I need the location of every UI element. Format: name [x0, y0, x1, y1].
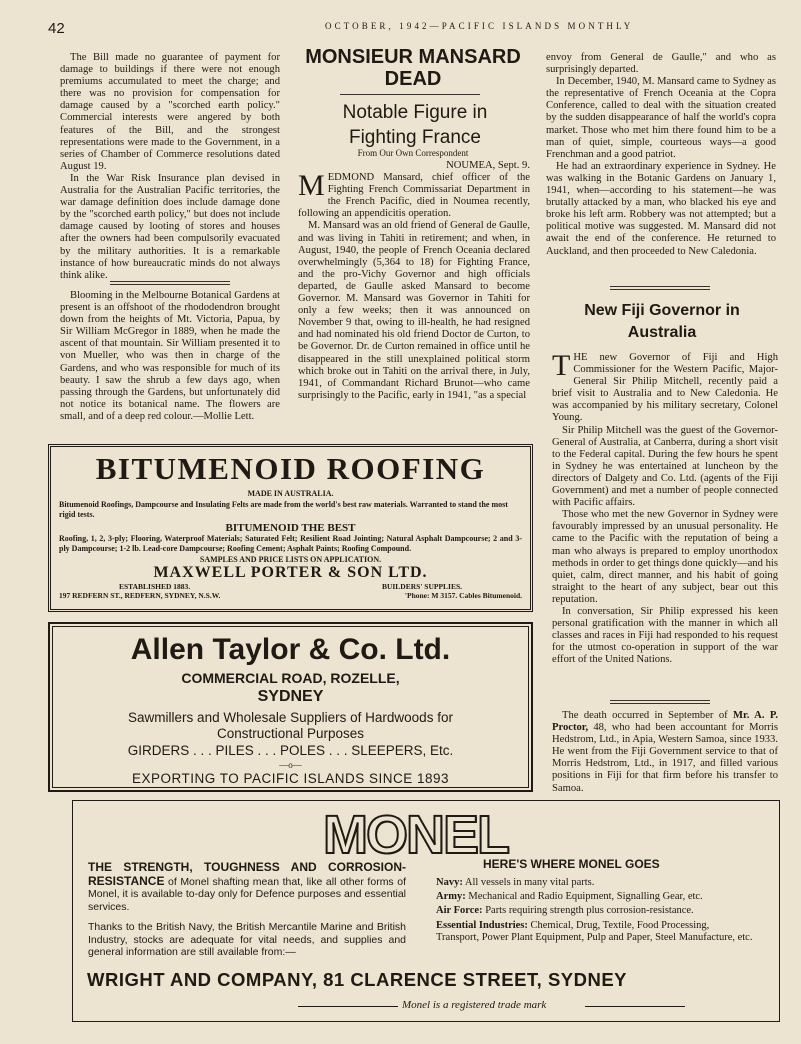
bitumenoid-products: Roofing, 1, 2, 3-ply; Flooring, Waterproof Materials; Saturated Felt; Resilient Road Jointing; Natural Asphalt Dampcourse; 2 and 3-ply Dampcourse; 1-2 lb. Lead-core Dampcourse; Roofing Cement; Asphalt Paints; Roofing Compound.	[59, 534, 522, 553]
proctor-text-before: The death occurred in September of	[562, 710, 734, 721]
allen-products: GIRDERS . . . PILES . . . POLES . . . SLEEPERS, Etc.	[127, 743, 454, 758]
bitumenoid-company: MAXWELL PORTER & SON LTD.	[153, 564, 428, 581]
monel-use-navy-text: All vessels in many vital parts.	[464, 877, 595, 888]
allen-line-2: Constructional Purposes	[216, 726, 365, 741]
page-number: 42	[48, 20, 65, 37]
monel-use-air-force-text: Parts requiring strength plus corrosion-resistance.	[485, 905, 694, 917]
bitumenoid-samples: SAMPLES AND PRICE LISTS ON APPLICATION.	[199, 555, 382, 564]
allen-divider: —o—	[279, 760, 302, 770]
bitumenoid-ad	[48, 444, 533, 612]
monel-logo: MONEL	[323, 805, 508, 865]
bitumenoid-subtitle: BITUMENOID THE BEST	[225, 522, 356, 534]
monel-use-air-force-label: Air Force:	[436, 905, 483, 917]
col3-para-3: He had an extraordinary experience in Sydney. He was walking in the Botanic Gardens on January 1, 1941, when—according to his statement—he was brutally attacked by a man, who blacked his eye and broke his left arm. Robbery was not attempted; but a political motive was suggested. M. Mansard did not await the end of the conference. He returned to Auckland, and then proceeded to New Caledonia.	[546, 160, 776, 257]
mansard-article	[298, 160, 530, 402]
monel-uses	[436, 877, 754, 944]
drop-cap-m: M	[298, 169, 325, 203]
monel-use-navy-label: Navy:	[436, 877, 463, 888]
bitumenoid-established: ESTABLISHED 1883.	[119, 582, 191, 591]
monel-trademark-rule-right	[585, 1006, 685, 1007]
monel-company: WRIGHT AND COMPANY, 81 CLARENCE STREET, SYDNEY	[87, 969, 628, 990]
monel-use-navy	[436, 877, 754, 889]
monel-trademark: Monel is a registered trade mark	[402, 999, 547, 1011]
monel-strength-bold: THE STRENGTH, TOUGHNESS AND CORROSION-RESISTANCE	[88, 860, 406, 888]
column-1-divider	[110, 281, 230, 285]
fiji-para-1: HE new Governor of Fiji and High Commissioner for the Western Pacific, Major-General Sir Philip Mitchell, recently paid a brief visit to Australia and to New Caledonia. He was accompanied by his military secretary, Colonel Young.	[552, 352, 778, 424]
bitumenoid-address: 197 REDFERN ST., REDFERN, SYDNEY, N.S.W.	[59, 591, 221, 600]
bitumenoid-made-in: MADE IN AUSTRALIA.	[247, 489, 334, 498]
allen-ad-inner	[52, 626, 529, 788]
allen-title: Allen Taylor & Co. Ltd.	[130, 633, 451, 666]
byline: From Our Own Correspondent	[357, 148, 469, 158]
fiji-article	[552, 349, 778, 666]
allen-road: COMMERCIAL ROAD, ROZELLE,	[181, 670, 400, 686]
drop-cap-t: T	[552, 349, 571, 382]
bitumenoid-phone: 'Phone: M 3157. Cables Bitumenoid.	[404, 591, 522, 600]
proctor-article	[552, 710, 778, 795]
fiji-para-3: Those who met the new Governor in Sydney were favourably impressed by an unusual personality. He came to the Pacific with the reputation of being a man who always is prepared to employ unorthodox methods in order to get things done quickly—and his quiet, calm, direct manner, and his habit of going straight to the heart of any subject, bear out this reputation.	[552, 509, 778, 605]
monel-left	[88, 861, 406, 959]
bitumenoid-row-1	[59, 582, 522, 591]
mansard-headline: MONSIEUR MANSARD DEAD	[305, 46, 521, 90]
monel-use-army-text: Mechanical and Radio Equipment, Signalling Gear, etc.	[468, 891, 703, 903]
allen-export: EXPORTING TO PACIFIC ISLANDS SINCE 1893	[131, 771, 450, 786]
column-3-divider-1	[610, 286, 710, 290]
monel-use-industries-label: Essential Industries:	[436, 919, 528, 931]
bill-paragraph-2: In the War Risk Insurance plan devised in Australia for the Australian Pacific territories, the war damage definition does include damage done by the "scorched earth policy," but does not include damage caused by looting of stores and houses after the owners had been compulsorily evacuated by the military authorities. It is a remarkable instance of how bureaucratic minds do not always think alike.	[60, 172, 280, 281]
monel-thanks: Thanks to the British Navy, the British Mercantile Marine and British Industry, stocks are adequate for vital needs, and supplies and general information are still available from:—	[88, 921, 406, 958]
running-head: OCTOBER, 1942—PACIFIC ISLANDS MONTHLY	[325, 21, 634, 31]
monel-use-industries-text: Chemical, Drug, Textile, Food Processing, Transport, Power Plant Equipment, Pulp and Paper, Steel Manufacture, etc.	[436, 919, 753, 943]
fiji-para-4: In conversation, Sir Philip expressed his keen personal gratification with the manner in which all classes and races in Fiji had responded to his request for the utmost co-operation in support of the war effort of the United Nations.	[552, 605, 778, 666]
column-1-top	[60, 52, 280, 282]
allen-line-1: Sawmillers and Wholesale Suppliers of Hardwoods for	[128, 710, 453, 725]
mansard-para-2: M. Mansard was an old friend of General de Gaulle, and was living in Tahiti in retirement; and when, in August, 1940, the people of French Oceania declared overwhelmingly (5,364 to 18) for Fighting France, and the pro-Vichy Governor and high officials departed, de Gaulle asked Mansard to become Governor. M. Mansard was Governor in Tahiti for only a few weeks; then it was announced on November 9 that, owing to ill-health, he had resigned and had nominated his old friend Doctor de Curton, to be Governor. Dr. de Curton remained in office until he disappeared in the still unexplained political storm which broke out in Tahiti on the arrival there, in July, 1941, of Commandant Richard Brunot—who came surprisingly to the Pacific, early in 1941, "as a special	[298, 220, 530, 401]
monel-use-air-force	[436, 905, 754, 917]
col3-para-2: In December, 1940, M. Mansard came to Sydney as the representative of French Oceania at the Copra Conference, called to deal with the situation created by the sudden disappearance of half the world's copra market. Those who met him there found him to be a man of quiet, simple, courteous ways—a good Frenchman and a good patriot.	[546, 76, 776, 160]
bitumenoid-title: BITUMENOID ROOFING	[95, 451, 486, 486]
monel-use-army	[436, 891, 754, 903]
column-3-top	[546, 52, 776, 258]
headline-rule	[340, 94, 480, 95]
fiji-para-2: Sir Philip Mitchell was the guest of the Governor-General of Australia, at Canberra, during a short visit to the Federal capital. During the few hours he spent in Sydney he was entertained at luncheon by the directors of Dalgety and Co. Ltd. (agents of the Fiji Government) and met a number of people connected with Pacific affairs.	[552, 424, 778, 509]
blooming-paragraph: Blooming in the Melbourne Botanical Gardens at present is an offshoot of the rhododendron brought down from the heights of Mt. Victoria, Papua, by Sir William McGregor in 1889, when he made the ascent of that mountain. Sir William presented it to von Mueller, who was then in charge of the Gardens, and who was responsible for much of its beauty. I saw the shrub a few days ago, when passing through the Gardens, but unfortunately did not notice its botanical name. The flowers are small, and of a deep red colour.—Mollie Lett.	[60, 290, 280, 422]
bitumenoid-builders: BUILDERS' SUPPLIES.	[381, 582, 462, 591]
proctor-text-after: 48, who had been accountant for Morris Hedstrom, Ltd., in Apia, Western Samoa, since 1933. He went from the Fiji Government service to that of Morris Hedstrom, Ltd., in 1917, and filled various positions in Fiji for that firm before his transfer to Samoa.	[552, 722, 778, 794]
monel-strength-text: of Monel shafting mean that, like all other forms of Monel, it is available to-day only for Defence purposes and essential services.	[88, 875, 406, 913]
bitumenoid-row-2	[59, 591, 522, 600]
monel-use-industries	[436, 920, 754, 944]
allen-ad	[48, 622, 533, 792]
allen-city: SYDNEY	[257, 688, 324, 705]
column-1-bottom	[60, 290, 280, 423]
monel-ad	[72, 800, 780, 1022]
mansard-subhead: Notable Figure in Fighting France	[342, 102, 488, 148]
mansard-para-1: EDMOND Mansard, chief officer of the Fighting French Commissariat Department in the French Pacific, died in Noumea recently, following an appendicitis operation.	[298, 172, 530, 220]
proctor-name: Mr. A. P. Proctor,	[552, 710, 778, 734]
col3-continued: envoy from General de Gaulle," and who as surprisingly departed.	[546, 52, 776, 76]
dateline: NOUMEA, Sept. 9.	[446, 160, 530, 171]
fiji-headline: New Fiji Governor in Australia	[584, 302, 740, 341]
column-3-divider-2	[610, 700, 710, 704]
bitumenoid-desc: Bitumenoid Roofings, Dampcourse and Insulating Felts are made from the world's best raw materials. Warranted to stand the most rigid tests.	[59, 500, 508, 519]
monel-use-army-label: Army:	[436, 891, 466, 903]
monel-trademark-rule-left	[298, 1006, 398, 1007]
monel-goes-title: HERE'S WHERE MONEL GOES	[483, 857, 660, 871]
bill-paragraph-1: The Bill made no guarantee of payment for damage to buildings if there were not enough premiums accumulated to meet the charge; and there was no provision for compensation for damage caused by a "scorched earth policy." Commercial interests were angered by both features of the Bill, and the strongest representations were made to the Government, in a series of Chamber of Commerce resolutions dated August 19.	[60, 52, 280, 172]
